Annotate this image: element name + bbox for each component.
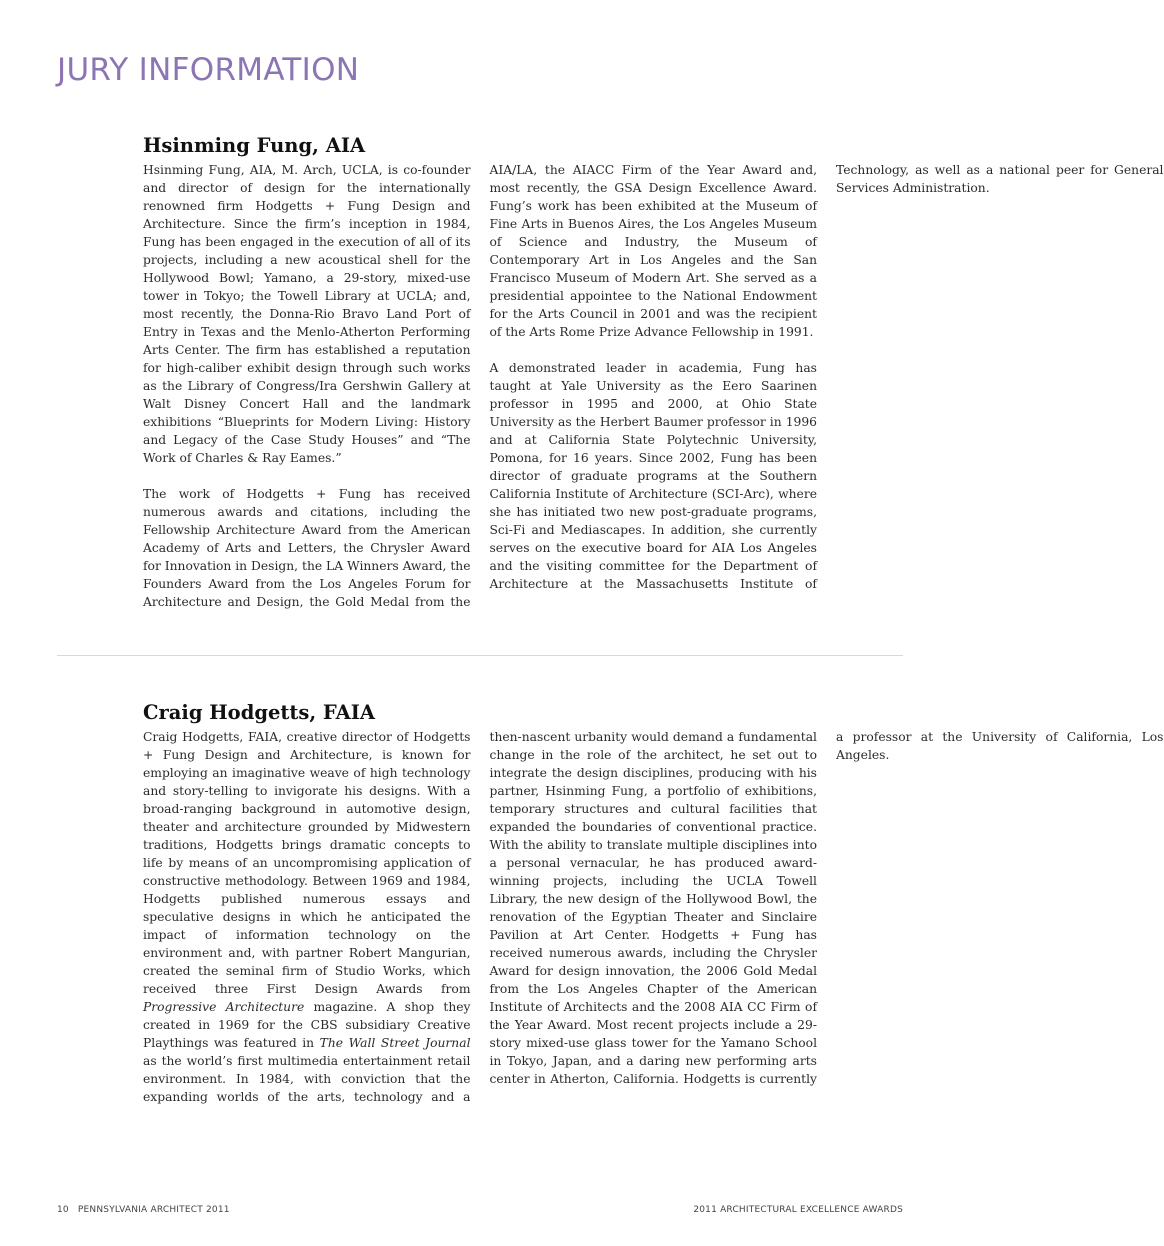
publication-title: Progressive Architecture	[143, 1000, 305, 1014]
section-divider	[57, 655, 903, 656]
bio-paragraph: The work of Hodgetts + Fung has received numerous awards and citations, including the Fellowship Architecture Award from the American Academy of Arts and Letters, the Chrysler Award for Innovation in Design, the LA Winners Award, the Founders Award from the Los Angeles Forum for Architecture and Design, the Gold Medal from the AIA/LA, the AIACC Firm of the Year Award and, most recently, the GSA Design Excellence Award. Fung’s work has been exhibited at the Museum of Fine Arts in Buenos Aires, the Los Angeles Museum of Science and Industry, the Museum of Contemporary Art in Los Angeles and the San Francisco Museum of Modern Art. She served as a presidential appointee to the National Endowment for the Arts Council in 2001 and was the recipient of the Arts Rome Prize Advance Fellowship in 1991.	[143, 163, 817, 609]
juror-name: Craig Hodgetts, FAIA	[143, 701, 376, 724]
bio-paragraph	[143, 728, 1164, 1106]
bio-paragraph: Hsinming Fung, AIA, M. Arch, UCLA, is co-founder and director of design for the internationally renowned firm Hodgetts + Fung Design and Architecture. Since the firm’s inception in 1984, Fung has been engaged in the execution of all of its projects, including a new acoustical shell for the Hollywood Bowl; Yamano, a 29-story, mixed-use tower in Tokyo; the Towell Library at UCLA; and, most recently, the Donna-Rio Bravo Land Port of Entry in Texas and the Menlo-Atherton Performing Arts Center. The firm has established a reputation for high-caliber exhibit design through such works as the Library of Congress/Ira Gershwin Gallery at Walt Disney Concert Hall and the landmark exhibitions “Blueprints for Modern Living: History and Legacy of the Case Study Houses” and “The Work of Charles & Ray Eames.”	[143, 163, 471, 465]
juror-bio-craig-hodgetts	[143, 699, 1164, 1106]
bio-text: Craig Hodgetts, FAIA, creative director of Hodgetts + Fung Design and Architecture, is known for employing an imaginative weave of high technology and story-telling to invigorate his designs. With a broad-ranging background in automotive design, theater and architecture grounded by Midwestern traditions, Hodgetts brings dramatic concepts to life by means of an uncompromising application of constructive methodology. Between 1969 and 1984, Hodgetts published numerous essays and speculative designs in which he anticipated the impact of information technology on the environment and, with partner Robert Mangurian, created the seminal firm of Studio Works, which received three First Design Awards from	[143, 730, 471, 996]
bio-text-columns	[143, 728, 1164, 1106]
footer-left	[57, 1205, 230, 1215]
page-number: 10	[57, 1205, 69, 1215]
bio-text: magazine. A shop they created in 1969 for the CBS subsidiary Creative Playthings was featured in	[143, 1000, 471, 1050]
footer-section-name: 2011 ARCHITECTURAL EXCELLENCE AWARDS	[693, 1205, 903, 1215]
bio-paragraph: A demonstrated leader in academia, Fung has taught at Yale University as the Eero Saarinen professor in 1995 and 2000, at Ohio State University as the Herbert Baumer professor in 1996 and at California State Polytechnic University, Pomona, for 16 years. Since 2002, Fung has been director of graduate programs at the Southern California Institute of Architecture (SCI-Arc), where she has initiated two new post-graduate programs, Sci-Fi and Mediascapes. In addition, she currently serves on the executive board for AIA Los Angeles and the visiting committee for the Department of Architecture at the Massachusetts Institute of Technology, as well as a national peer for General Services Administration.	[489, 163, 1164, 591]
juror-bio-hsinming-fung	[143, 132, 1164, 623]
publication-name: PENNSYLVANIA ARCHITECT 2011	[77, 1205, 230, 1215]
publication-title: The Wall Street Journal	[319, 1036, 471, 1050]
page-title: JURY INFORMATION	[57, 52, 360, 88]
bio-text: as the world’s first multimedia entertainment retail environment. In 1984, with conviction that the expanding worlds of the arts, technology and a then-nascent urbanity would demand a fundamental change in the role of the architect, he set out to integrate the design disciplines, producing with his partner, Hsinming Fung, a portfolio of exhibitions, temporary structures and cultural facilities that expanded the boundaries of conventional practice. With the ability to translate multiple disciplines into a personal vernacular, he has produced award-winning projects, including the UCLA Towell Library, the new design of the Hollywood Bowl, the renovation of the Egyptian Theater and Sinclaire Pavilion at Art Center. Hodgetts + Fung has received numerous awards, including the Chrysler Award for design innovation, the 2006 Gold Medal from the Los Angeles Chapter of the American Institute of Architects and the 2008 AIA CC Firm of the Year Award. Most recent projects include a 29-story mixed-use glass tower for the Yamano School in Tokyo, Japan, and a daring new performing arts center in Atherton, California. Hodgetts is currently a professor at the University of California, Los Angeles.	[143, 730, 1164, 1104]
juror-name: Hsinming Fung, AIA	[143, 134, 366, 157]
bio-text-columns	[143, 161, 1164, 623]
